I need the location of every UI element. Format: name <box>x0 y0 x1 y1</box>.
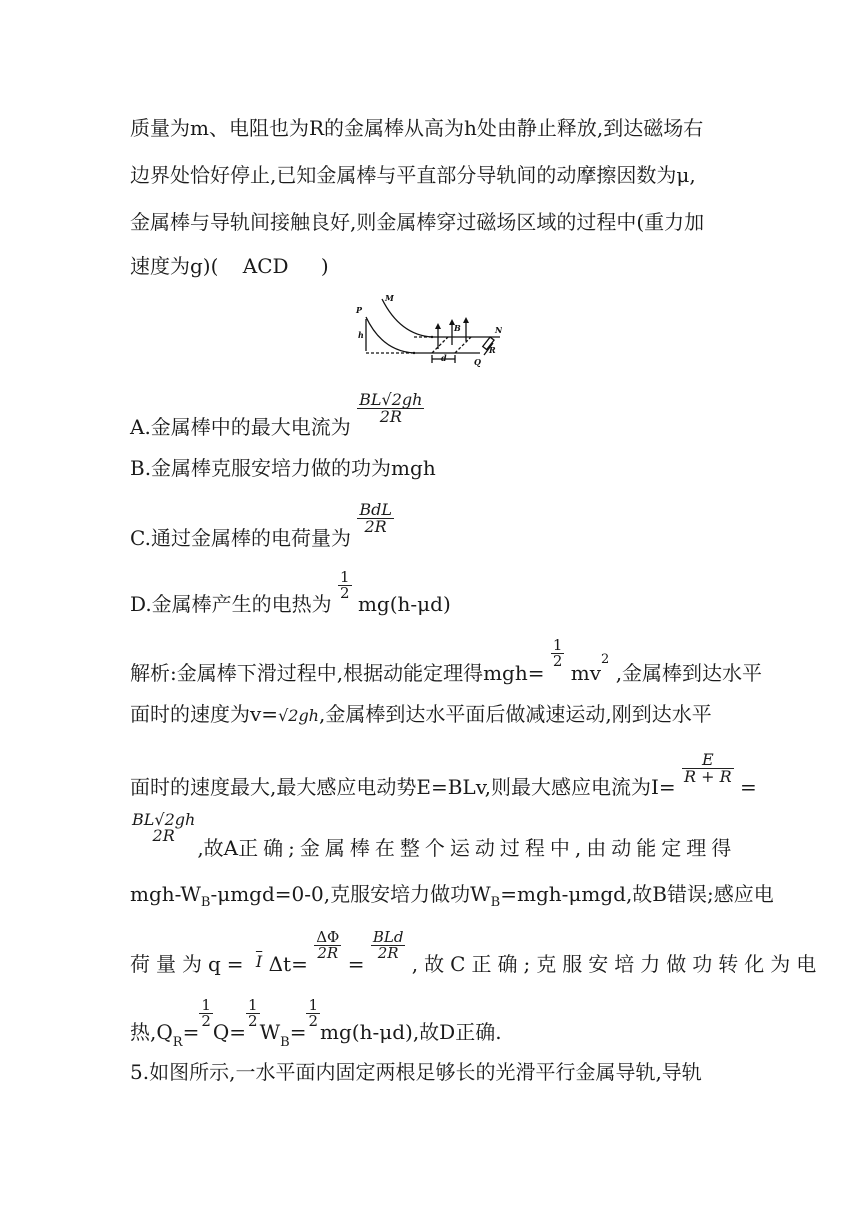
label-n: N <box>495 325 502 335</box>
option-c-fraction <box>357 502 394 535</box>
option-c-num: BdL <box>359 500 392 519</box>
label-p: P <box>356 305 363 315</box>
field-left-edge <box>432 337 448 353</box>
average-current: I <box>255 952 263 971</box>
label-d: d <box>441 353 447 363</box>
option-d <box>130 566 730 616</box>
field-right-edge <box>455 337 471 353</box>
flux-fraction: $\frac{\Delta\Phi}{2R}$ <box>316 928 340 962</box>
option-d-fraction: $\frac{1}{2}$ <box>340 568 350 602</box>
solution-line-2: 面时的速度为v=√2gh,金属棒到达水平面后做减速运动,刚到达水平 <box>130 702 712 726</box>
option-a <box>130 386 730 439</box>
option-c <box>130 496 730 550</box>
label-q: Q <box>474 357 481 367</box>
current-fraction: $\frac{E}{R + R}$ <box>684 750 732 786</box>
solution-line-3: 面时的速度最大,最大感应电动势E=BLv,则最大感应电流为I= $\frac{E}{R + R}$ = <box>130 750 757 799</box>
option-a-num: BL√2gh <box>359 390 423 409</box>
option-d-text: D.金属棒产生的电热为 <box>130 592 332 616</box>
next-question: 5.如图所示,一水平面内固定两根足够长的光滑平行金属导轨,导轨 <box>130 1060 702 1084</box>
option-c-den: 2R <box>357 518 394 535</box>
label-h: h <box>358 330 364 340</box>
solution-line-1: 解析:金属棒下滑过程中,根据动能定理得mgh= $\frac{1}{2}$ $mv^2$ ,金属棒到达水平 <box>130 636 763 685</box>
rail-diagram <box>352 293 502 373</box>
para-line-1: 质量为m、电阻也为R的金属棒从高为h处由静止释放,到达磁场右 <box>130 116 704 140</box>
solution-line-7: 热$,Q_R=$ $\frac{1}{2}$ Q= $\frac{1}{2}$ $W_B=$ $\frac{1}{2}$ mg(h-μd),故D正确. <box>130 996 502 1050</box>
sqrt-expr: √2gh <box>278 706 319 725</box>
rail-curve-back <box>382 299 432 337</box>
para-line-4 <box>130 256 730 276</box>
para-line-3: 金属棒与导轨间接触良好,则金属棒穿过磁场区域的过程中(重力加 <box>130 210 705 234</box>
para-line-4-close: ) <box>320 254 329 278</box>
solution-line-6: 荷量为q= $_{\overline{I}}$ Δt= $\frac{\Delta\Phi}{2R}$ = $\frac{\text{BLd}}{2R}$ ,故C正确;克服安培力做功转化为电 <box>130 928 823 976</box>
option-a-text: A.金属棒中的最大电流为 <box>130 415 351 439</box>
label-m: M <box>385 293 394 303</box>
answer: ACD <box>242 254 289 278</box>
para-line-4-text: 速度为g)( <box>130 254 219 278</box>
para-line-2: 边界处恰好停止,已知金属棒与平直部分导轨间的动摩擦因数为μ, <box>130 163 696 187</box>
option-a-den: 2R <box>357 408 424 425</box>
option-c-text: C.通过金属棒的电荷量为 <box>130 526 351 550</box>
solution-line-4: BL√2gh 2R ,故 A 正确;金属棒在整个运动过程中,由动能定理得 <box>132 810 737 860</box>
max-current-fraction: BL√2gh 2R <box>132 810 196 845</box>
label-b: B <box>454 323 461 333</box>
option-a-fraction <box>357 392 424 425</box>
label-r: R <box>489 345 496 355</box>
rail-curve-front <box>366 317 414 353</box>
solution-line-5: mgh-$W_B-\mu mgd=0-0$,克服安培力做功$W_B=mgh$-μmgd,故B错误;感应电 <box>130 882 774 910</box>
option-b: B.金属棒克服安培力做的功为mgh <box>130 456 436 480</box>
charge-fraction: $\frac{\text{BLd}}{2R}$ <box>372 928 404 962</box>
half-fraction: $\frac{1}{2}$ <box>552 636 563 670</box>
option-d-tail: mg(h-μd) <box>357 592 451 616</box>
